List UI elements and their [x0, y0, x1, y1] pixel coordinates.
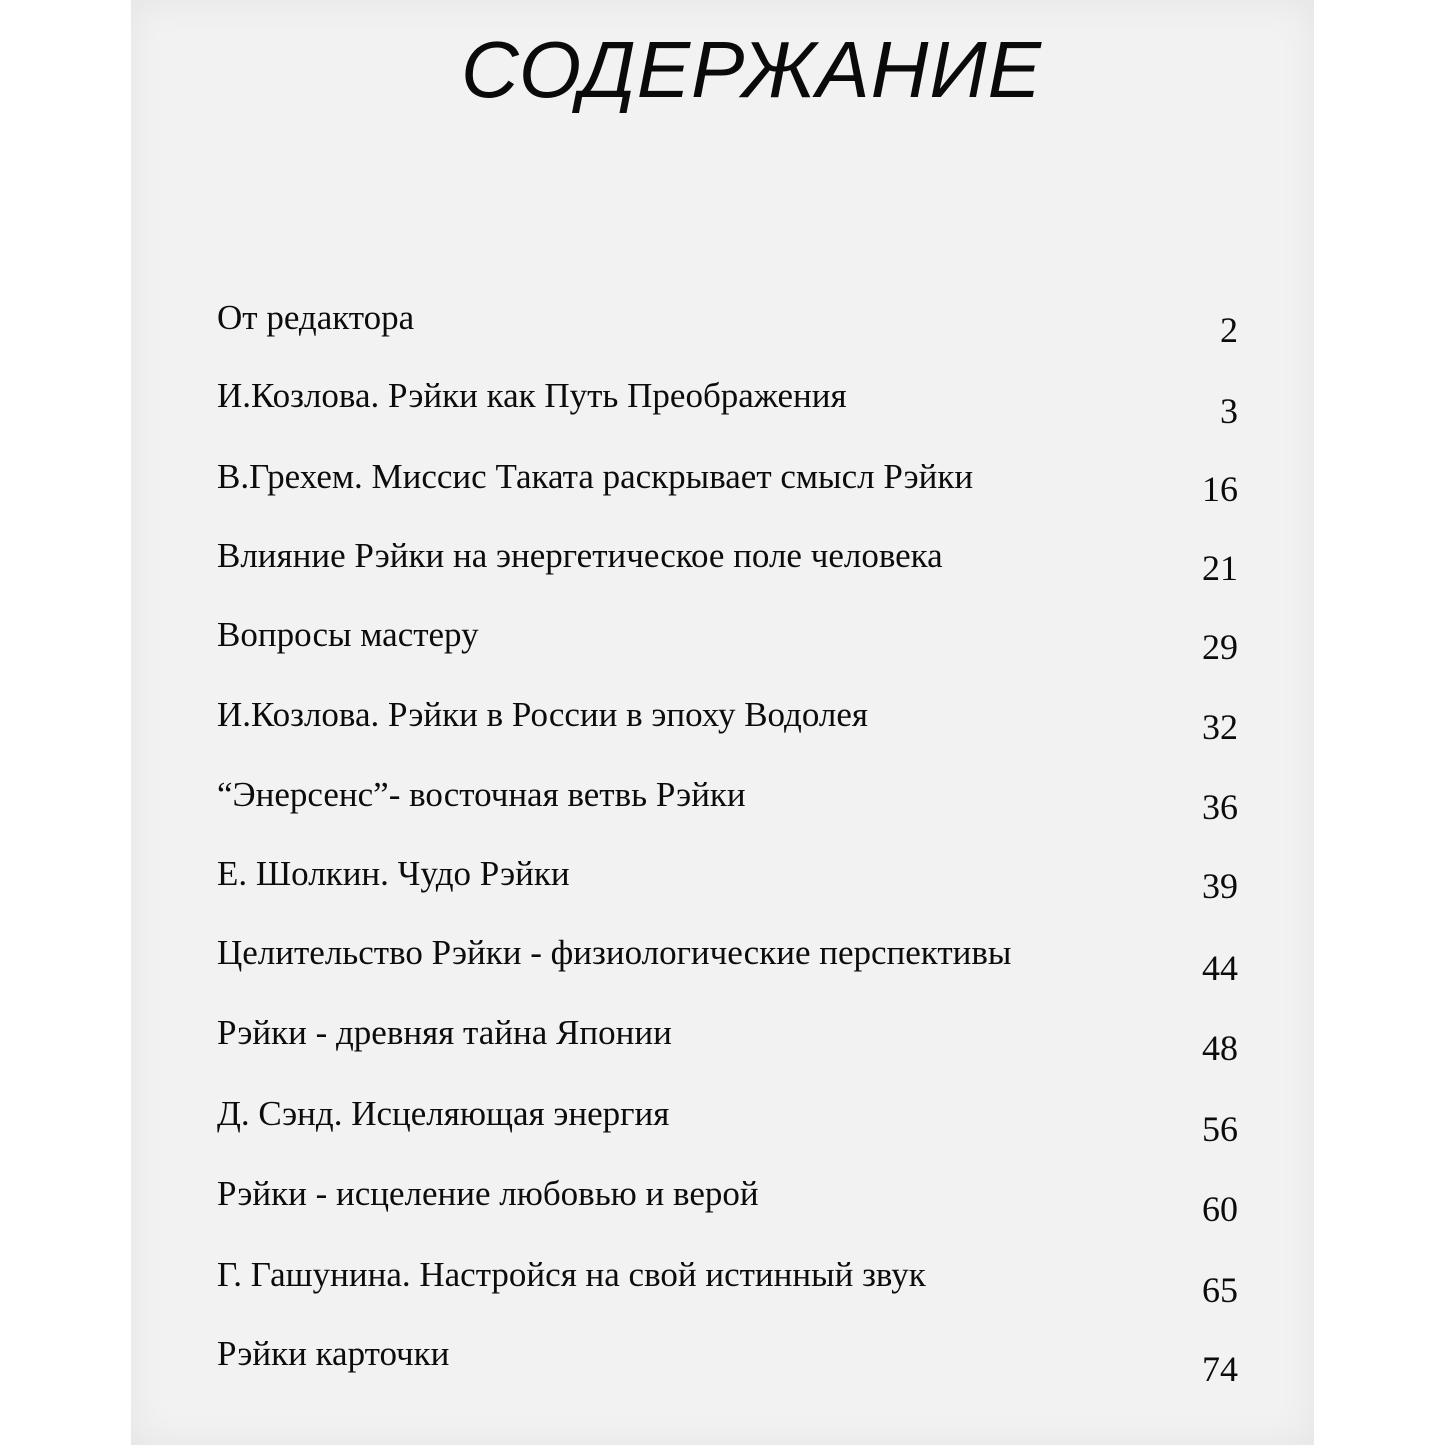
- toc-entry: [131, 456, 1314, 509]
- toc-entry-title: Рэйки карточки: [217, 1334, 450, 1373]
- toc-entry-page: 29: [1202, 627, 1238, 667]
- toc-entry-title: “Энерсенс”- восточная ветвь Рэйки: [217, 775, 746, 814]
- toc-entry: [131, 1333, 1314, 1389]
- toc-entry-page: 39: [1202, 866, 1238, 906]
- toc-entry-page: 32: [1202, 707, 1238, 747]
- toc-entry-title: От редактора: [217, 298, 415, 337]
- toc-entry-page: 48: [1202, 1028, 1238, 1068]
- toc-entry: [131, 1012, 1314, 1068]
- toc-entry-title: Д. Сэнд. Исцеляющая энергия: [217, 1094, 670, 1133]
- toc-entry-page: 44: [1202, 948, 1238, 988]
- toc-entry-page: 21: [1202, 548, 1238, 588]
- toc-entry: [131, 375, 1314, 431]
- table-of-contents: [131, 0, 1314, 1445]
- toc-entry: [131, 1093, 1314, 1149]
- toc-entry-title: Рэйки - древняя тайна Японии: [217, 1013, 672, 1052]
- toc-entry: [131, 774, 1314, 827]
- toc-entry-title: Вопросы мастеру: [217, 615, 479, 654]
- toc-entry-title: В.Грехем. Миссис Таката раскрывает смысл Рэйки: [217, 457, 974, 496]
- toc-entry-page: 36: [1202, 787, 1238, 827]
- toc-entry: [131, 1254, 1314, 1310]
- toc-entry: [131, 297, 1314, 350]
- toc-entry-page: 16: [1202, 469, 1238, 509]
- toc-entry-title: И.Козлова. Рэйки как Путь Преображения: [217, 376, 847, 415]
- book-page: [131, 0, 1314, 1445]
- toc-entry-page: 74: [1202, 1349, 1238, 1389]
- toc-entry-title: Влияние Рэйки на энергетическое поле человека: [217, 536, 943, 575]
- toc-entry: [131, 853, 1314, 906]
- page-title: СОДЕРЖАНИЕ: [461, 25, 1042, 114]
- toc-entry-page: 3: [1220, 391, 1238, 431]
- toc-entry-title: Е. Шолкин. Чудо Рэйки: [217, 854, 570, 893]
- toc-entry-page: 56: [1202, 1109, 1238, 1149]
- toc-entry-title: И.Козлова. Рэйки в России в эпоху Водолея: [217, 695, 868, 734]
- toc-entry-page: 65: [1202, 1270, 1238, 1310]
- toc-entry-title: Целительство Рэйки - физиологические перспективы: [217, 933, 1012, 972]
- toc-entry: [131, 535, 1314, 588]
- toc-entry-page: 60: [1202, 1189, 1238, 1229]
- toc-entry: [131, 694, 1314, 747]
- toc-entry: [131, 932, 1314, 988]
- toc-entry-title: Г. Гашунина. Настройся на свой истинный звук: [217, 1255, 926, 1294]
- toc-entry-page: 2: [1220, 310, 1238, 350]
- toc-entry-title: Рэйки - исцеление любовью и верой: [217, 1174, 759, 1213]
- toc-entry: [131, 614, 1314, 667]
- toc-entry: [131, 1173, 1314, 1229]
